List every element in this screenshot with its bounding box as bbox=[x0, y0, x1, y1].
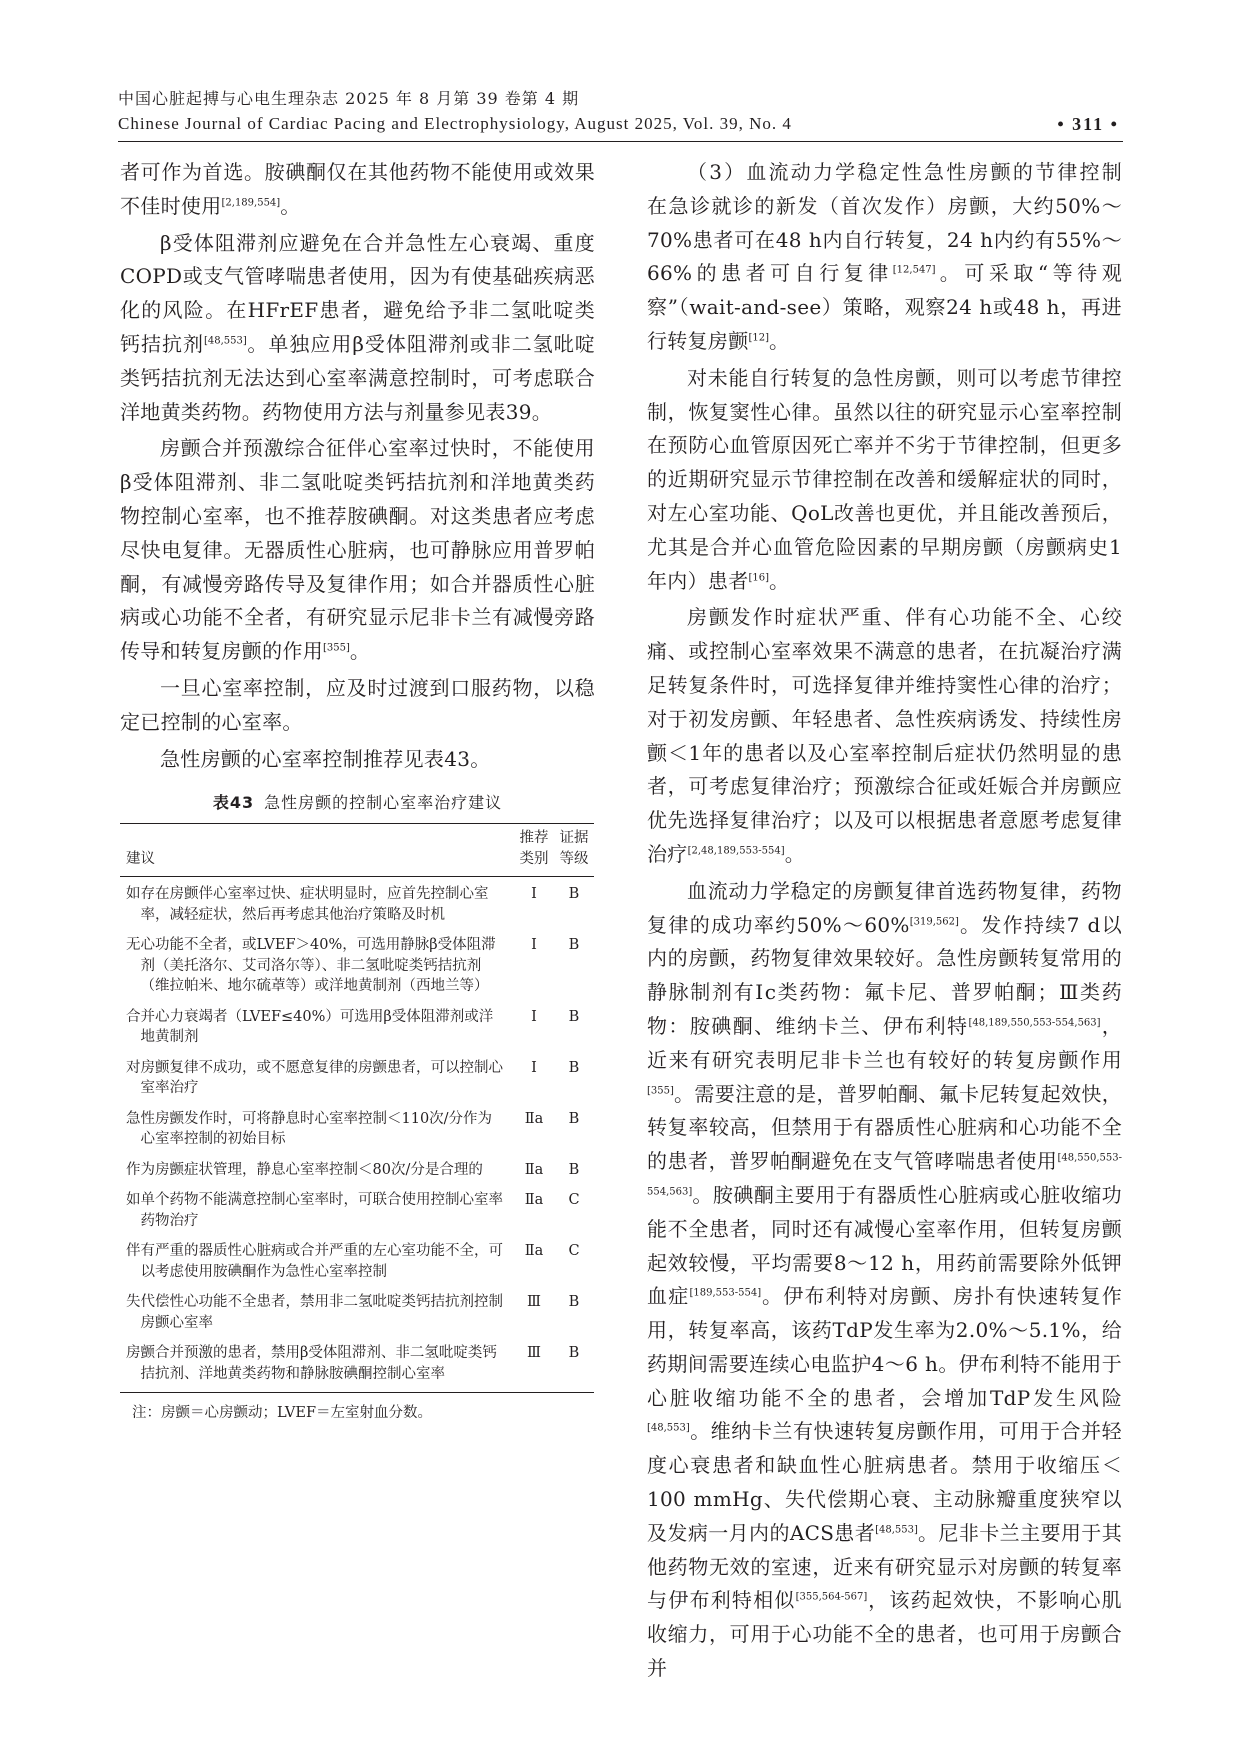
recommendation-text: 对房颤复律不成功，或不愿意复律的房颤患者，可以控制心室率治疗 bbox=[126, 1059, 503, 1097]
recommendation-table bbox=[120, 823, 594, 1393]
paragraph: 者可作为首选。胺碘酮仅在其他药物不能使用或效果不佳时使用[2,189,554]。 bbox=[120, 160, 595, 218]
recommendation-cell bbox=[120, 1183, 514, 1234]
class-cell: Ⅱa bbox=[524, 1192, 544, 1209]
level-cell: B bbox=[568, 1161, 580, 1178]
header-rule bbox=[118, 141, 1123, 142]
class-cell: Ⅱa bbox=[524, 1243, 544, 1260]
journal-title-cn: 中国心脏起搏与心电生理杂志 2025 年 8 月第 39 卷第 4 期 bbox=[118, 89, 580, 108]
citation: [355,564-567] bbox=[795, 1591, 868, 1603]
citation: [12] bbox=[748, 332, 770, 344]
paragraph: 对未能自行转复的急性房颤，则可以考虑节律控制，恢复窦性心律。虽然以往的研究显示心室率控制在预防心血管原因死亡率并不劣于节律控制，但更多的近期研究显示节律控制在改善和缓解症状的同时，对左心室功能、QoL改善也更优，并且能改善预后，尤其是合并心血管危险因素的早期房颤（房颤病史1年内）患者[16]。 bbox=[647, 365, 1122, 593]
level-cell: B bbox=[554, 1336, 594, 1393]
table-row bbox=[120, 1051, 594, 1102]
left-column bbox=[120, 156, 595, 1422]
table-row bbox=[120, 1000, 594, 1051]
citation: [189,553-554] bbox=[689, 1287, 762, 1299]
table-row bbox=[120, 1234, 594, 1285]
level-cell: C bbox=[568, 1192, 580, 1209]
paragraph: β受体阻滞剂应避免在合并急性左心衰竭、重度COPD或支气管哮喘患者使用，因为有使基础疾病恶化的风险。在HFrEF患者，避免给予非二氢吡啶类钙拮抗剂[48,553]。单独应用β受体阻滞剂或非二氢吡啶类钙拮抗剂无法达到心室率满意控制时，可考虑联合洋地黄类药物。药物使用方法与剂量参见表39。 bbox=[120, 230, 595, 424]
table-row bbox=[120, 1336, 594, 1393]
recommendation-text: 如单个药物不能满意控制心室率时，可联合使用控制心室率药物治疗 bbox=[126, 1192, 503, 1229]
level-cell: B bbox=[568, 1059, 580, 1076]
class-cell: Ⅲ bbox=[514, 1336, 554, 1393]
citation: [319,562] bbox=[909, 915, 959, 927]
recommendation-text: 急性房颤发作时，可将静息时心室率控制＜110次/分作为心室率控制的初始目标 bbox=[126, 1110, 493, 1148]
table-row bbox=[120, 1285, 594, 1336]
recommendation-cell bbox=[120, 1000, 514, 1051]
citation: [12,547] bbox=[892, 264, 936, 276]
table-row bbox=[120, 1102, 594, 1153]
class-cell: Ⅱa bbox=[524, 1110, 544, 1127]
right-column bbox=[647, 156, 1143, 1686]
recommendation-cell bbox=[120, 1051, 514, 1102]
paragraph: 血流动力学稳定的房颤复律首选药物复律，药物复律的成功率约50%～60%[319,562]。发作持续7 d以内的房颤，药物复律效果较好。急性房颤转复常用的静脉制剂有Ⅰc类药物：氟卡尼、普罗帕酮；Ⅲ类药物：胺碘酮、维纳卡兰、伊布利特[48,189,550,553-554,563]，近来有研究表明尼非卡兰也有较好的转复房颤作用[355]。需要注意的是，普罗帕酮、氟卡尼转复起效快，转复率较高，但禁用于有器质性心脏病和心功能不全的患者，普罗帕酮避免在支气管哮喘患者使用[48,550,553-554,563]。胺碘酮主要用于有器质性心脏病或心脏收缩功能不全患者，同时还有减慢心室率作用，但转复房颤起效较慢，平均需要8～12 h，用药前需要除外低钾血症[189,553-554]。伊布利特对房颤、房扑有快速转复作用，转复率高，该药TdP发生率为2.0%～5.1%，给药期间需要连续心电监护4～6 h。伊布利特不能用于心脏收缩功能不全的患者，会增加TdP发生风险[48,553]。维纳卡兰有快速转复房颤作用，可用于合并轻度心衰患者和缺血性心脏病患者。禁用于收缩压＜100 mmHg、失代偿期心衰、主动脉瓣重度狭窄以及发病一月内的ACS患者[48,553]。尼非卡兰主要用于其他药物无效的室速，近来有研究显示对房颤的转复率与伊布利特相似[355,564-567]，该药起效快，不影响心肌收缩力，可用于心功能不全的患者，也可用于房颤合并 bbox=[647, 878, 1122, 1681]
recommendation-text: 伴有严重的器质性心脏病或合并严重的左心室功能不全，可以考虑使用胺碘酮作为急性心室率控制 bbox=[126, 1243, 503, 1280]
class-cell: Ⅲ bbox=[527, 1294, 541, 1311]
header-class: 推荐 类别 bbox=[514, 824, 554, 877]
recommendation-cell bbox=[120, 1153, 514, 1184]
citation: [2,48,189,553-554] bbox=[687, 845, 785, 857]
citation: [48,553] bbox=[203, 335, 247, 347]
paragraph: 一旦心室率控制，应及时过渡到口服药物，以稳定已控制的心室率。 bbox=[120, 675, 595, 734]
citation: [48,553] bbox=[647, 1422, 690, 1434]
level-cell: B bbox=[568, 1008, 580, 1025]
recommendation-cell bbox=[120, 1285, 514, 1336]
page-number: • 311 • bbox=[1057, 114, 1119, 134]
table-row bbox=[120, 928, 594, 1000]
table-row bbox=[120, 877, 594, 929]
running-header bbox=[118, 86, 1123, 142]
paragraph: 房颤合并预激综合征伴心室率过快时，不能使用β受体阻滞剂、非二氢吡啶类钙拮抗剂和洋地黄类药物控制心室率，也不推荐胺碘酮。对这类患者应考虑尽快电复律。无器质性心脏病，也可静脉应用普罗帕酮，有减慢旁路传导及复律作用；如合并器质性心脏病或心功能不全者，有研究显示尼非卡兰有减慢旁路传导和转复房颤的作用[355]。 bbox=[120, 436, 595, 664]
journal-title-en: Chinese Journal of Cardiac Pacing and Electrophysiology, August 2025, Vol. 39, No. 4 bbox=[118, 114, 792, 133]
class-cell: Ⅰ bbox=[531, 886, 537, 903]
table-note: 注：房颤＝心房颤动；LVEF＝左室射血分数。 bbox=[132, 1405, 433, 1422]
level-cell: B bbox=[568, 937, 580, 954]
recommendation-text: 合并心力衰竭者（LVEF≤40%）可选用β受体阻滞剂或洋地黄制剂 bbox=[126, 1008, 494, 1046]
class-cell: Ⅰ bbox=[531, 1059, 537, 1076]
citation: [48,553] bbox=[875, 1524, 918, 1536]
citation: [48,189,550,553-554,563] bbox=[968, 1017, 1101, 1029]
paragraph: 急性房颤的心室率控制推荐见表43。 bbox=[160, 746, 491, 771]
citation: [48,550,553-554,563] bbox=[647, 1152, 1122, 1198]
citation: [16] bbox=[748, 571, 770, 583]
header-level: 证据 等级 bbox=[554, 824, 594, 877]
citation: [355] bbox=[647, 1084, 674, 1096]
recommendation-text: 如存在房颤伴心室率过快、症状明显时，应首先控制心室率，减轻症状，然后再考虑其他治疗策略及时机 bbox=[126, 886, 489, 923]
table-row bbox=[120, 1183, 594, 1234]
recommendation-cell bbox=[120, 1234, 514, 1285]
level-cell: C bbox=[568, 1243, 580, 1260]
level-cell: B bbox=[568, 1110, 580, 1127]
table-row bbox=[120, 1153, 594, 1184]
citation: [355] bbox=[323, 642, 350, 654]
recommendation-cell bbox=[120, 1102, 514, 1153]
class-cell: Ⅰ bbox=[531, 1008, 537, 1025]
level-cell: B bbox=[568, 886, 580, 903]
class-cell: Ⅰ bbox=[531, 937, 537, 954]
recommendation-text: 作为房颤症状管理，静息心室率控制＜80次/分是合理的 bbox=[126, 1161, 483, 1178]
level-cell: B bbox=[568, 1294, 580, 1311]
paragraph: 房颤发作时症状严重、伴有心功能不全、心绞痛、或控制心室率效果不满意的患者，在抗凝治疗满足转复条件时，可选择复律并维持窦性心律的治疗；对于初发房颤、年轻患者、急性疾病诱发、持续性房颤＜1年的患者以及心室率控制后症状仍然明显的患者，可考虑复律治疗；预激综合征或妊娠合并房颤应优先选择复律治疗；以及可以根据患者意愿考虑复律治疗[2,48,189,553-554]。 bbox=[647, 605, 1122, 866]
class-cell: Ⅱa bbox=[524, 1161, 544, 1178]
recommendation-cell bbox=[120, 1336, 514, 1393]
recommendation-text: 无心功能不全者，或LVEF＞40%，可选用静脉β受体阻滞剂（美托洛尔、艾司洛尔等）、非二氢吡啶类钙拮抗剂（维拉帕米、地尔硫䓬等）或洋地黄制剂（西地兰等） bbox=[126, 937, 496, 995]
paragraph: （3）血流动力学稳定性急性房颤的节律控制 在急诊就诊的新发（首次发作）房颤，大约50%～70%患者可在48 h内自行转复，24 h内约有55%～66%的患者可自行复律[12,547]。可采取“等待观察”（wait-and-see）策略，观察24 h或48 h，再进行转复房颤[12]。 bbox=[647, 160, 1143, 353]
recommendation-cell bbox=[120, 928, 514, 1000]
recommendation-cell bbox=[120, 877, 514, 929]
recommendation-text: 失代偿性心功能不全患者，禁用非二氢吡啶类钙拮抗剂控制房颤心室率 bbox=[126, 1294, 503, 1331]
table-label: 表43 bbox=[212, 793, 255, 813]
table-caption: 表43 急性房颤的控制心室率治疗建议 bbox=[212, 793, 503, 813]
header-recommendation: 建议 bbox=[120, 824, 514, 877]
citation: [2,189,554] bbox=[221, 197, 281, 209]
recommendation-text: 房颤合并预激的患者，禁用β受体阻滞剂、非二氢吡啶类钙拮抗剂、洋地黄类药物和静脉胺碘酮控制心室率 bbox=[126, 1345, 497, 1382]
